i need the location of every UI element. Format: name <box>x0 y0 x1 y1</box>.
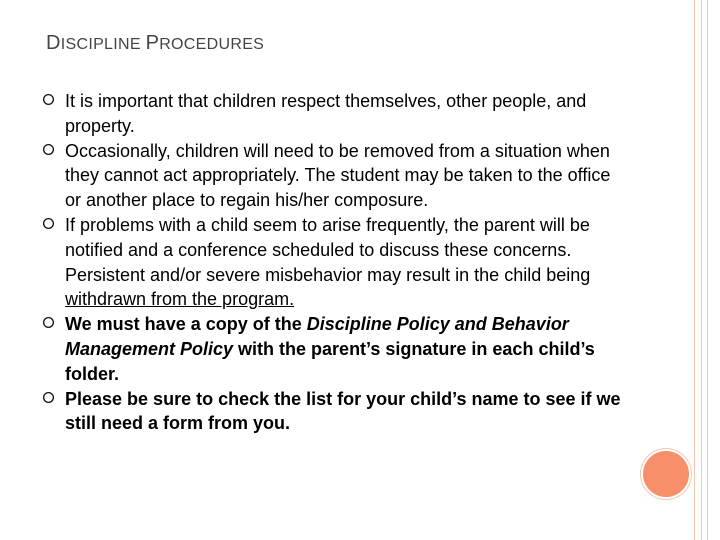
bullet-text: If problems with a child seem to arise frequently, the parent will be notified and a conference scheduled to discuss these concerns. Persistent and/or severe misbehavior may result in the child being <box>65 214 591 285</box>
title-segment: ROCEDURES <box>159 36 265 53</box>
ring-bullet-icon <box>41 92 56 107</box>
list-item <box>40 89 630 139</box>
bullet-text: with the parent’s signature in each child’s folder. <box>65 338 595 384</box>
slide-title <box>46 32 264 55</box>
list-item <box>40 387 630 437</box>
bullet-list <box>40 89 630 436</box>
decorative-rule <box>707 0 708 540</box>
bullet-text: It is important that children respect themselves, other people, and property. <box>65 91 587 136</box>
ring-bullet-icon <box>41 142 56 157</box>
list-item <box>40 139 630 213</box>
list-item <box>40 312 630 386</box>
underlined-text: withdrawn from the program. <box>65 289 295 310</box>
decorative-rule <box>694 0 695 540</box>
ring-bullet-icon <box>41 315 56 330</box>
title-letter: P <box>145 32 160 54</box>
italic-text: Discipline Policy and Behavior Management Policy <box>65 314 569 359</box>
orange-circle-icon <box>641 449 691 499</box>
title-letter: D <box>46 32 61 54</box>
title-segment: ISCIPLINE <box>60 36 146 53</box>
ring-bullet-icon <box>41 216 56 231</box>
bullet-text: We must have a copy of the <box>65 314 307 335</box>
bullet-text: Occasionally, children will need to be removed from a situation when they cannot act appropriately. The student may be taken to the office or another place to regain his/her composure. <box>65 140 611 211</box>
bullet-text: Please be sure to check the list for your child’s name to see if we still need a form from you. <box>65 388 621 434</box>
ring-bullet-icon <box>41 390 56 405</box>
decorative-rule <box>701 0 702 540</box>
list-item <box>40 213 630 312</box>
